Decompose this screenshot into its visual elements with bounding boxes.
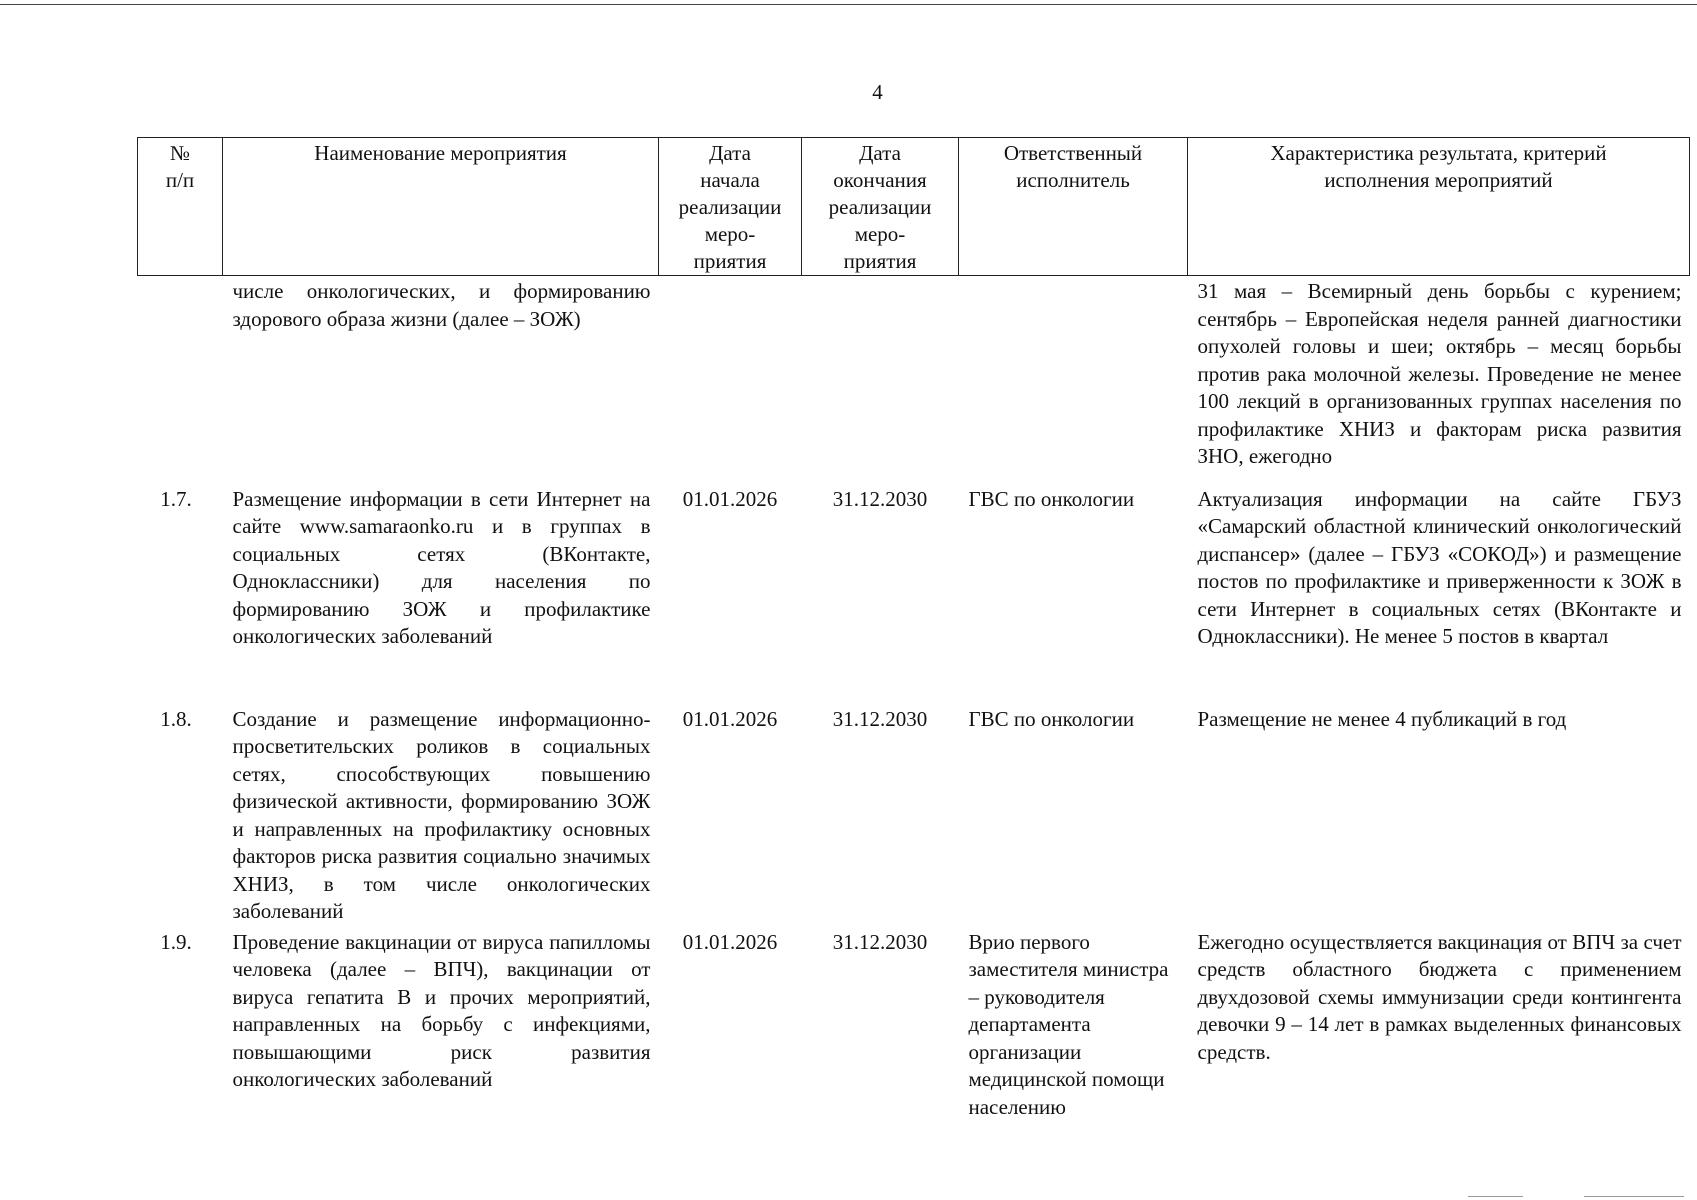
header-start-date: [659, 138, 802, 276]
row-num: 1.7.: [160, 486, 192, 511]
row-responsible: ГВС по онкологии: [968, 706, 1135, 731]
row-start-date: 01.01.2026: [682, 486, 778, 511]
header-end-line: окончания: [833, 168, 927, 192]
row-responsible: Врио первого заместителя министра – руководителя департамента организации медицинской помощи населению: [968, 929, 1169, 1119]
row-end-date: 31.12.2030: [832, 929, 928, 954]
header-end-line: приятия: [843, 249, 917, 273]
header-result: [1188, 138, 1690, 276]
row-end-date: 31.12.2030: [832, 486, 928, 511]
row-num: [138, 276, 223, 486]
header-end-line: меро-: [854, 222, 906, 246]
row-start-date: 01.01.2026: [682, 706, 778, 731]
header-num-line: п/п: [165, 168, 195, 192]
table-row-1-9: [138, 929, 1690, 1122]
header-name: [223, 138, 659, 276]
scan-artifact-line: [1584, 1196, 1684, 1197]
header-end-line: Дата: [859, 141, 901, 165]
row-start-date: [659, 276, 802, 486]
row-end-date: 31.12.2030: [832, 706, 928, 731]
row-name: Проведение вакцинации от вируса папилломы человека (далее – ВПЧ), вакцинации от вируса гепатита В и прочих мероприятий, направленных на борьбу с инфекциями, повышающими риск развития онкологических заболеваний: [232, 929, 651, 1091]
scan-artifact-line: [1468, 1196, 1523, 1197]
row-end-date: [802, 276, 959, 486]
header-num: [138, 138, 223, 276]
header-end-date: [802, 138, 959, 276]
table-row-1-8: [138, 706, 1690, 929]
page-number: 4: [872, 80, 883, 104]
row-num: 1.8.: [160, 706, 192, 731]
row-num: 1.9.: [160, 929, 192, 954]
header-end-line: реализации: [828, 195, 932, 219]
row-start-date: 01.01.2026: [682, 929, 778, 954]
header-name-line: Наименование мероприятия: [314, 141, 567, 165]
header-start-line: реализации: [678, 195, 782, 219]
row-result: Ежегодно осуществляется вакцинация от ВПЧ за счет средств областного бюджета с применением двухдозовой схемы иммунизации среди контингента девочки 9 – 14 лет в рамках выделенных финансовых средств.: [1197, 929, 1682, 1064]
row-name: Размещение информации в сети Интернет на сайте www.samaraonko.ru и в группах в социальных сетях (ВКонтакте, Одноклассники) для населения по формированию ЗОЖ и профилактике онкологических заболеваний: [232, 486, 651, 648]
header-start-line: начала: [700, 168, 760, 192]
activities-table: [137, 137, 1690, 1121]
header-resp-line: Ответственный: [1003, 141, 1143, 165]
header-start-line: Дата: [709, 141, 751, 165]
row-name: Создание и размещение информационно-просветительских роликов в социальных сетях, способствующих повышению физической активности, формированию ЗОЖ и направленных на профилактику основных факторов риска развития социально значимых ХНИЗ, в том числе онкологических заболеваний: [232, 706, 651, 923]
row-responsible: ГВС по онкологии: [968, 486, 1135, 511]
header-start-line: меро-: [704, 222, 756, 246]
row-name: числе онкологических, и формированию здорового образа жизни (далее – ЗОЖ): [232, 279, 651, 331]
scan-top-edge: [0, 4, 1697, 5]
row-result: 31 мая – Всемирный день борьбы с курением; сентябрь – Европейская неделя ранней диагностики опухолей головы и шеи; октябрь – месяц борьбы против рака молочной железы. Проведение не менее 100 лекций в организованных группах населения по профилактике ХНИЗ и факторам риска развития ЗНО, ежегодно: [1197, 279, 1682, 468]
header-start-line: приятия: [693, 249, 767, 273]
row-result: Актуализация информации на сайте ГБУЗ «Самарский областной клинический онкологический диспансер» (далее – ГБУЗ «СОКОД») и размещение постов по профилактике и приверженности к ЗОЖ в сети Интернет в социальных сетях (ВКонтакте и Одноклассники). Не менее 5 постов в квартал: [1197, 486, 1682, 648]
table-header: [138, 138, 1690, 276]
header-result-line: Характеристика результата, критерий: [1270, 141, 1607, 165]
table-row-continuation: [138, 276, 1690, 486]
row-responsible: [959, 276, 1188, 486]
header-num-line: №: [169, 141, 191, 165]
header-resp-line: исполнитель: [1016, 168, 1130, 192]
header-row: [138, 138, 1690, 276]
header-responsible: [959, 138, 1188, 276]
row-result: Размещение не менее 4 публикаций в год: [1197, 706, 1567, 731]
header-result-line: исполнения мероприятий: [1324, 168, 1553, 192]
table-body: [138, 276, 1690, 1122]
table-row-1-7: [138, 486, 1690, 706]
